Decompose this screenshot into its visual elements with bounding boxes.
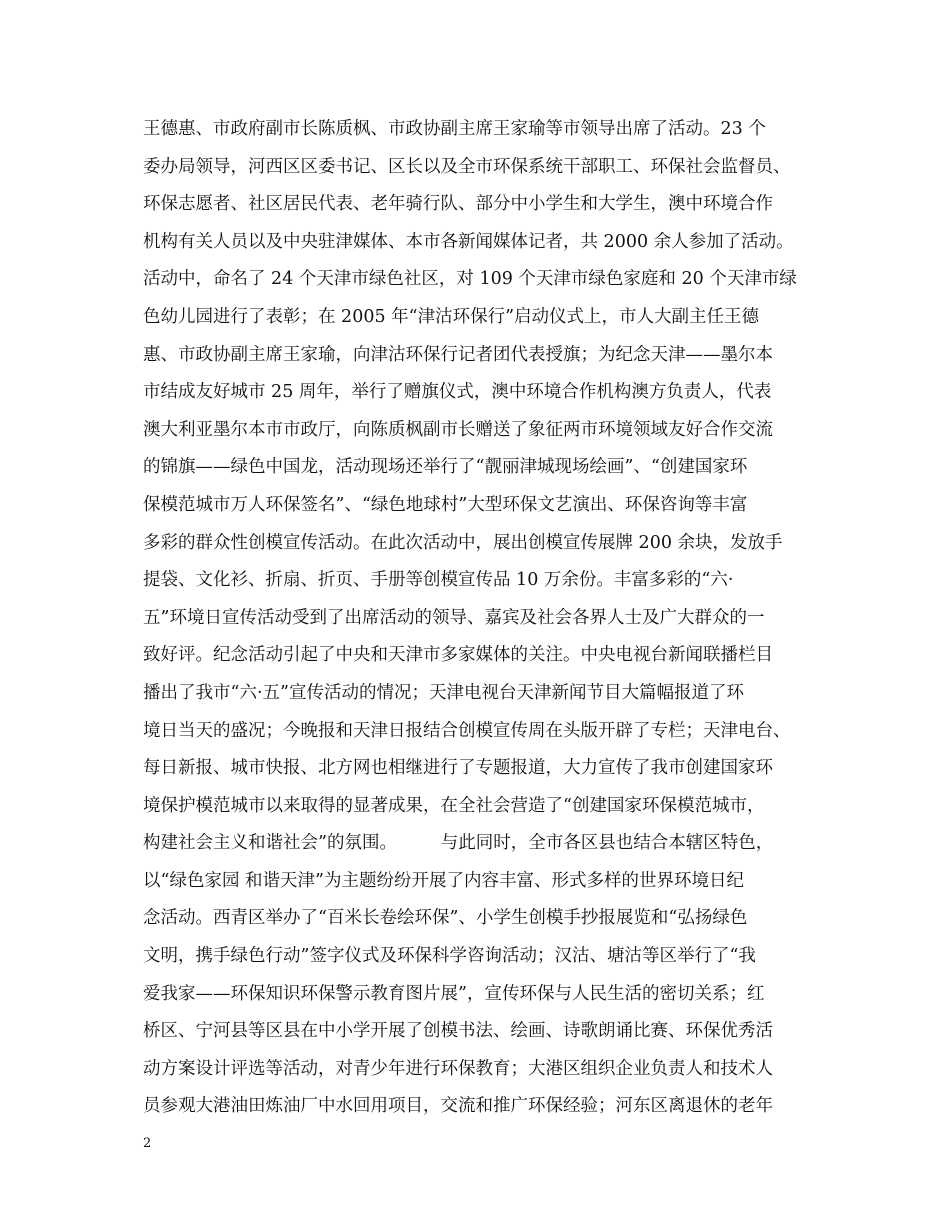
text-line: 机构有关人员以及中央驻津媒体、本市各新闻媒体记者，共 2000 余人参加了活动。	[143, 231, 794, 252]
text-line: 播出了我市“六·五”宣传活动的情况；天津电视台天津新闻节目大篇幅报道了环	[143, 682, 744, 703]
text-line: 文明，携手绿色行动”签字仪式及环保科学咨询活动；汉沽、塘沽等区举行了“我	[143, 946, 756, 967]
text-line: 活动中，命名了 24 个天津市绿色社区，对 109 个天津市绿色家庭和 20 个天津市绿	[143, 269, 797, 290]
text-line: 构建社会主义和谐社会”的氛围。 与此同时，全市各区县也结合本辖区特色，	[143, 833, 774, 854]
text-line: 色幼儿园进行了表彰；在 2005 年“津沽环保行”启动仪式上，市人大副主任王德	[143, 306, 760, 327]
text-line: 保模范城市万人环保签名”、“绿色地球村”大型环保文艺演出、环保咨询等丰富	[143, 494, 748, 515]
text-line: 的锦旗——绿色中国龙，活动现场还举行了“靓丽津城现场绘画”、“创建国家环	[143, 457, 748, 478]
text-line: 爱我家——环保知识环保警示教育图片展”，宣传环保与人民生活的密切关系；红	[143, 983, 765, 1004]
text-line: 澳大利亚墨尔本市市政厅，向陈质枫副市长赠送了象征两市环境领域友好合作交流	[143, 419, 773, 440]
text-line: 境日当天的盛况；今晚报和天津日报结合创模宣传周在头版开辟了专栏；天津电台、	[143, 720, 791, 741]
text-line: 多彩的群众性创模宣传活动。在此次活动中，展出创模宣传展牌 200 余块，发放手	[143, 532, 783, 553]
text-line: 市结成友好城市 25 周年，举行了赠旗仪式，澳中环境合作机构澳方负责人，代表	[143, 382, 772, 403]
text-line: 惠、市政协副主席王家瑜，向津沽环保行记者团代表授旗；为纪念天津——墨尔本	[143, 344, 773, 365]
text-line: 委办局领导，河西区区委书记、区长以及全市环保系统干部职工、环保社会监督员、	[143, 156, 791, 177]
text-line: 王德惠、市政府副市长陈质枫、市政协副主席王家瑜等市领导出席了活动。23 个	[143, 119, 766, 139]
text-line: 动方案设计评选等活动，对青少年进行环保教育；大港区组织企业负责人和技术人	[143, 1058, 773, 1079]
text-line: 每日新报、城市快报、北方网也相继进行了专题报道，大力宣传了我市创建国家环	[143, 758, 773, 779]
text-line: 提袋、文化衫、折扇、折页、手册等创模宣传品 10 万余份。丰富多彩的“六·	[143, 570, 734, 591]
text-line: 致好评。纪念活动引起了中央和天津市多家媒体的关注。中央电视台新闻联播栏目	[143, 645, 773, 666]
text-line: 桥区、宁河县等区县在中小学开展了创模书法、绘画、诗歌朗诵比赛、环保优秀活	[143, 1021, 773, 1042]
text-line: 念活动。西青区举办了“百米长卷绘环保”、小学生创模手抄报展览和“弘扬绿色	[143, 908, 748, 929]
body-text	[143, 111, 843, 1126]
text-line: 员参观大港油田炼油厂中水回用项目，交流和推广环保经验；河东区离退休的老年	[143, 1096, 773, 1117]
page-number: 2	[143, 1136, 152, 1151]
text-line: 环保志愿者、社区居民代表、老年骑行队、部分中小学生和大学生，澳中环境合作	[143, 194, 773, 215]
text-line: 境保护模范城市以来取得的显著成果，在全社会营造了“创建国家环保模范城市，	[143, 795, 765, 816]
text-line: 五”环境日宣传活动受到了出席活动的领导、嘉宾及社会各界人士及广大群众的一	[143, 607, 765, 628]
text-line: 以“绿色家园 和谐天津”为主题纷纷开展了内容丰富、形式多样的世界环境日纪	[143, 870, 744, 891]
